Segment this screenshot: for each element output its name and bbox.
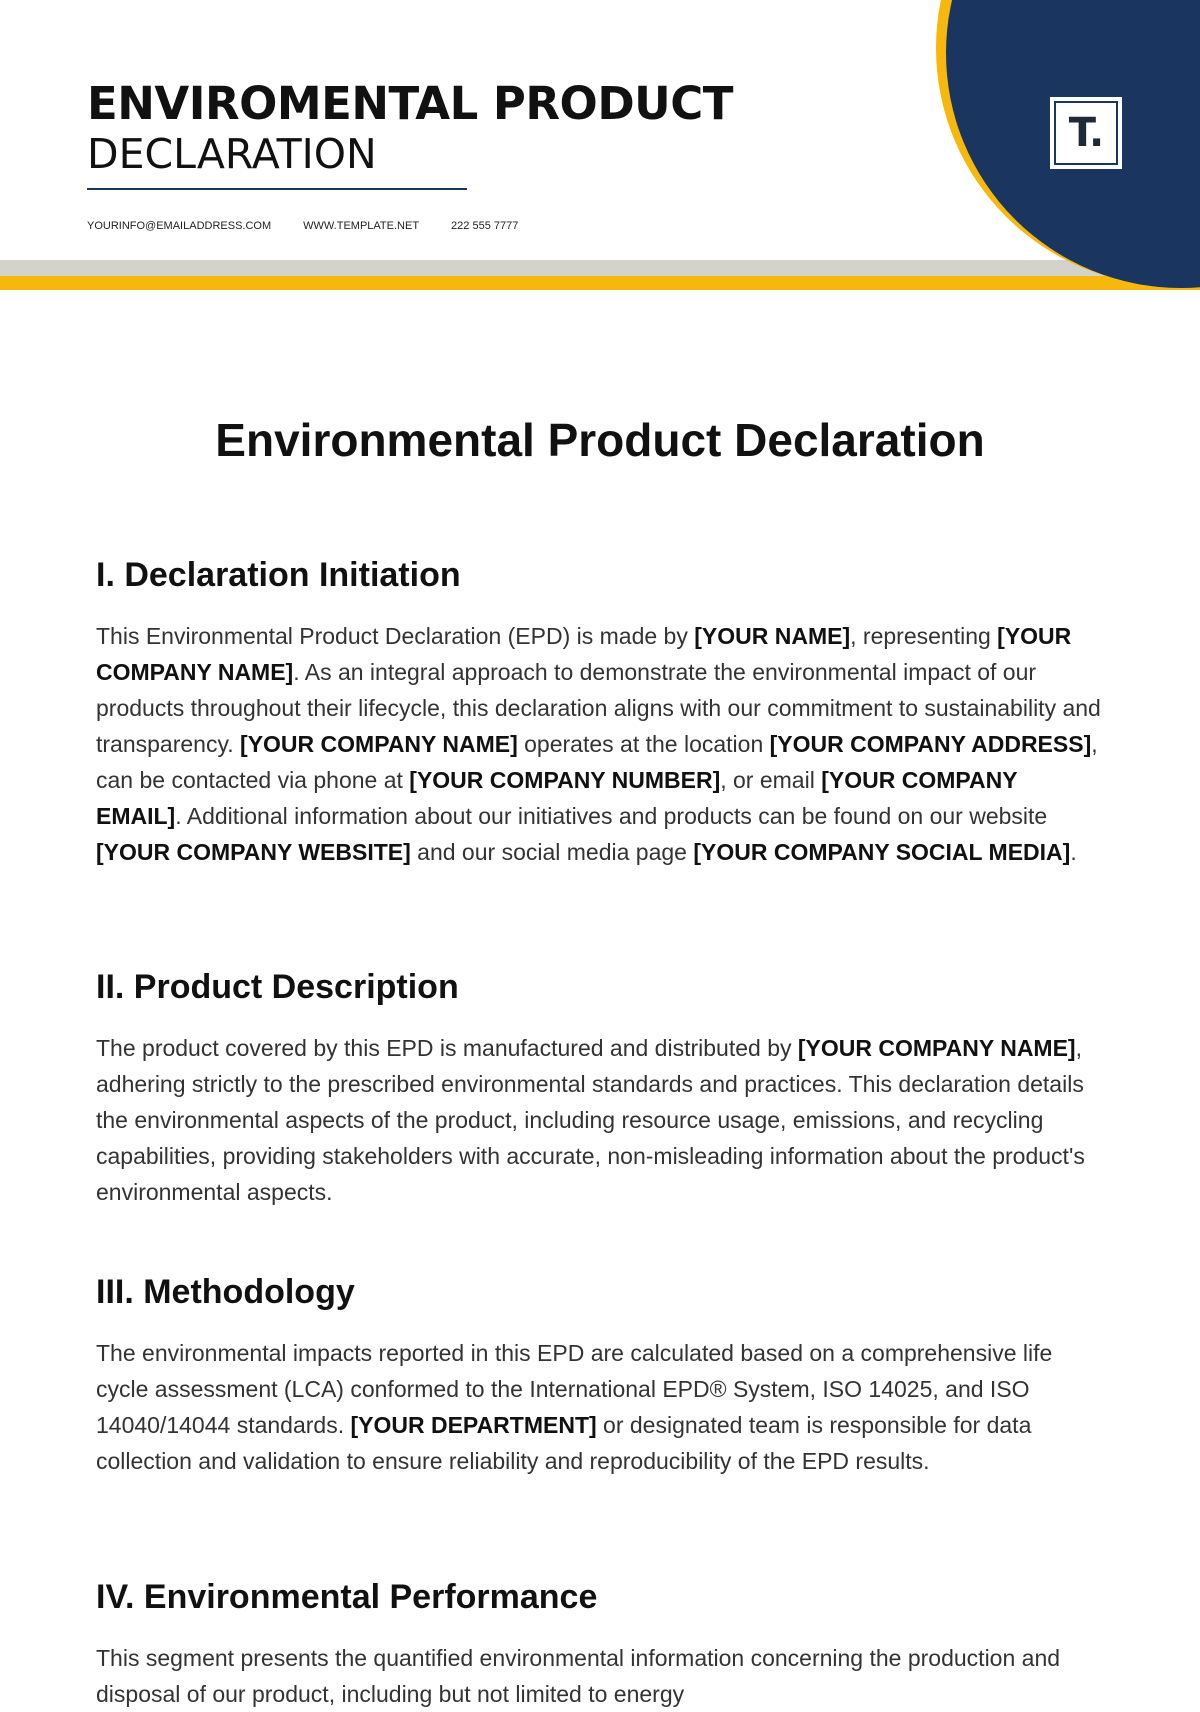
section-declaration-initiation: [96, 554, 1106, 870]
header-gray-band: [0, 260, 1200, 276]
document-header: [0, 0, 1200, 292]
section-paragraph: This Environmental Product Declaration (EPD) is made by [YOUR NAME], representing [YOUR COMPANY NAME]. As an integral approach to demonstrate the environmental impact of our products throughout their lifecycle, this declaration aligns with our commitment to sustainability and transparency. [YOUR COMPANY NAME] operates at the location [YOUR COMPANY ADDRESS], can be contacted via phone at [YOUR COMPANY NUMBER], or email [YOUR COMPANY EMAIL]. Additional information about our initiatives and products can be found on our website [YOUR COMPANY WEBSITE] and our social media page [YOUR COMPANY SOCIAL MEDIA].: [96, 623, 1101, 865]
header-divider: [87, 188, 467, 190]
section-heading: II. Product Description: [96, 968, 459, 1006]
placeholder-field: [YOUR COMPANY NAME]: [240, 731, 518, 757]
placeholder-field: [YOUR COMPANY ADDRESS]: [769, 731, 1092, 757]
section-heading: III. Methodology: [96, 1273, 355, 1311]
placeholder-field: [YOUR DEPARTMENT]: [350, 1412, 597, 1438]
section-methodology: [96, 1271, 1106, 1479]
header-title: ENVIROMENTAL PRODUCT: [87, 77, 733, 130]
placeholder-field: [YOUR COMPANY NAME]: [797, 1035, 1076, 1061]
document-title: Environmental Product Declaration: [215, 414, 985, 466]
placeholder-field: [YOUR COMPANY EMAIL]: [96, 767, 1018, 829]
section-environmental-performance: [96, 1576, 1106, 1712]
placeholder-field: [YOUR COMPANY NAME]: [96, 623, 1072, 685]
section-paragraph: The product covered by this EPD is manufactured and distributed by [YOUR COMPANY NAME], adhering strictly to the prescribed environmental standards and practices. This declaration details the environmental aspects of the product, including resource usage, emissions, and recycling capabilities, providing stakeholders with accurate, non-misleading information about the product's environmental aspects.: [96, 1035, 1085, 1205]
placeholder-field: [YOUR NAME]: [694, 623, 851, 649]
section-heading: I. Declaration Initiation: [96, 556, 461, 594]
contact-info: [87, 220, 518, 232]
placeholder-field: [YOUR COMPANY WEBSITE]: [96, 839, 411, 865]
section-paragraph: The environmental impacts reported in this EPD are calculated based on a comprehensive life cycle assessment (LCA) conformed to the International EPD® System, ISO 14025, and ISO 14040/14044 standards. [YOUR DEPARTMENT] or designated team is responsible for data collection and validation to ensure reliability and reproducibility of the EPD results.: [96, 1340, 1053, 1474]
section-product-description: [96, 966, 1106, 1210]
section-heading: IV. Environmental Performance: [96, 1578, 598, 1616]
contact-phone: 222 555 7777: [451, 220, 519, 232]
section-paragraph: This segment presents the quantified environmental information concerning the production and disposal of our product, including but not limited to energy: [96, 1645, 1061, 1707]
logo-text: T.: [1068, 110, 1104, 156]
placeholder-field: [YOUR COMPANY SOCIAL MEDIA]: [693, 839, 1071, 865]
header-yellow-band: [0, 276, 1200, 290]
placeholder-field: [YOUR COMPANY NUMBER]: [409, 767, 721, 793]
contact-email: YOURINFO@EMAILADDRESS.COM: [87, 220, 272, 232]
header-subtitle: DECLARATION: [87, 130, 377, 178]
logo: [1050, 97, 1122, 169]
contact-website: WWW.TEMPLATE.NET: [303, 220, 420, 232]
